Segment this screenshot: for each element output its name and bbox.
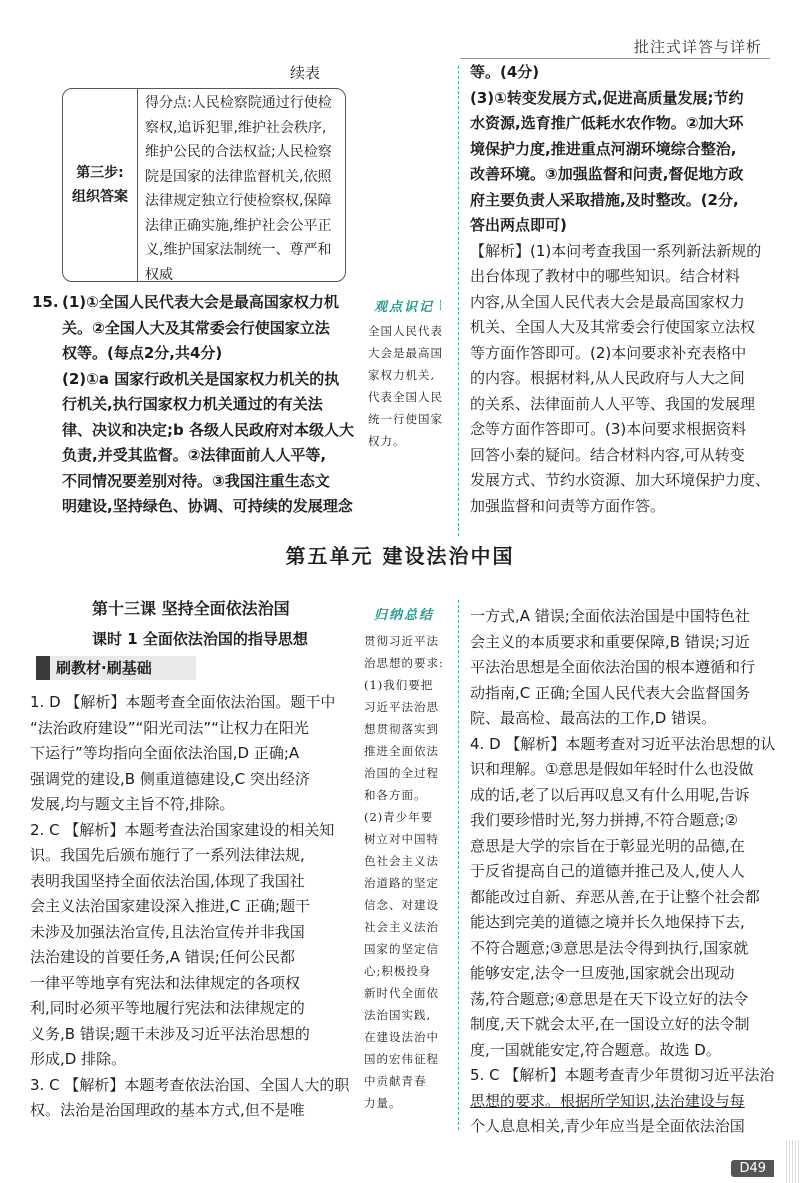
note-title: 归纳总结 <box>374 608 435 623</box>
cell-line: 法律规定独立行使检察权,保障 <box>145 193 332 209</box>
right-top-text <box>470 60 780 519</box>
header-rule <box>460 58 770 59</box>
text-line: 未涉及加强法治宣传,且法治宣传并非我国 <box>30 922 305 941</box>
text-line: 3. C 【解析】本题考查依法治国、全国人大的职 <box>30 1075 350 1094</box>
note-line: 心;积极投身 <box>364 964 432 978</box>
note-title: 观点识记 <box>374 300 435 315</box>
answer-line: 行机关,执行国家权力机关通过的有关法 <box>62 395 323 413</box>
cell-line: 维护公民的合法权益;人民检察 <box>145 144 332 160</box>
cell-line: 察权,追诉犯罪,维护社会秩序, <box>145 119 327 136</box>
answer-step-table <box>62 88 346 282</box>
question-number: 15. <box>32 293 59 311</box>
note-line: 治国的全过程 <box>364 766 439 780</box>
note-line: 色社会主义法 <box>364 854 439 868</box>
row-head-line: 第三步: <box>76 165 124 181</box>
cell-line: 权威 <box>145 266 173 283</box>
side-note-2 <box>364 630 452 1114</box>
note-line: 治道路的坚定 <box>364 876 439 890</box>
note-line: 想贯彻落实到 <box>364 722 439 736</box>
text-line: 加强监督和问责等方面作答。 <box>470 496 666 515</box>
text-line: 不符合题意;③意思是法令得到执行,国家就 <box>470 938 749 957</box>
text-line: 表明我国坚持全面依法治国,体现了我国社 <box>30 871 305 890</box>
text-line: 都能改过自新、弃恶从善,在于让整个社会都 <box>470 887 760 906</box>
row-head-line: 组织答案 <box>72 189 128 205</box>
text-line: 府主要负责人采取措施,及时整改。(2分, <box>470 190 739 209</box>
note-line: 家权力机关, <box>368 368 436 382</box>
answer-line: 明建设,坚持绿色、协调、可持续的发展理念 <box>62 497 353 515</box>
note-line: 习近平法治思 <box>364 700 439 714</box>
text-line: 出台体现了教材中的哪些知识。结合材料 <box>470 267 741 285</box>
cell-line: 义,维护国家法制统一、尊严和 <box>145 242 332 258</box>
text-line: 内容,从全国人民代表大会是最高国家权力 <box>470 292 745 311</box>
text-line: 的内容。根据材料,从人民政府与人大之间 <box>470 369 745 387</box>
text-line: 荡,符合题意;④意思是在天下设立好的法令 <box>470 989 749 1008</box>
table-continued-label: 续表 <box>290 64 321 82</box>
right-bottom-text <box>470 604 782 1140</box>
answer-line: (2)①a 国家行政机关是国家权力机关的执 <box>62 369 340 388</box>
text-line: 回答小秦的疑问。结合材料内容,可从转变 <box>470 445 745 464</box>
q15-answer <box>62 290 362 520</box>
note-line: 中贡献青春 <box>364 1074 427 1088</box>
text-line: 强调党的建设,B 侧重道德建设,C 突出经济 <box>30 769 310 788</box>
text-line: 度,一国就能安定,符合题意。故选 D。 <box>470 1040 721 1059</box>
answer-line: 律、决议和决定;b 各级人民政府对本级人大 <box>62 420 354 439</box>
answer-line: 关。②全国人大及其常委会行使国家立法 <box>62 318 330 337</box>
text-line: 我们要珍惜时光,努力拼搏,不符合题意;② <box>470 811 739 829</box>
answer-line: (1)①全国人民代表大会是最高国家权力机 <box>62 293 339 311</box>
text-line: 等方面作答即可。(2)本问要求补充表格中 <box>470 343 747 362</box>
note-line: 全国人民代表 <box>368 324 443 338</box>
text-line: 4. D 【解析】本题考查对习近平法治思想的认 <box>470 734 776 753</box>
text-line: 1. D 【解析】本题考查全面依法治国。题干中 <box>30 693 336 711</box>
text-line: 利,同时必须平等地履行宪法和法律规定的 <box>30 999 305 1017</box>
note-line: 推进全面依法 <box>364 744 439 758</box>
table-row-head <box>63 89 138 281</box>
text-line: 识。我国先后颁布施行了一系列法律法规, <box>30 846 305 864</box>
note-line: 和各方面。 <box>364 788 427 802</box>
text-line: 意思是大学的宗旨在于彰显光明的品德,在 <box>470 836 745 855</box>
note-line: 树立对中国特 <box>364 832 439 846</box>
table-cell-content <box>145 91 339 287</box>
text-line: 一律平等地享有宪法和法律规定的各项权 <box>30 973 301 992</box>
note-line: (1)我们要把 <box>364 678 434 692</box>
text-line: 制度,天下就会太平,在一国设立好的法令制 <box>470 1015 750 1033</box>
note-connector <box>440 300 441 310</box>
text-line: 识和理解。①意思是假如年轻时什么也没做 <box>470 760 754 778</box>
answer-line: 权等。(每点2分,共4分) <box>62 344 223 362</box>
text-line: 5. C 【解析】本题考查青少年贯彻习近平法治 <box>470 1066 775 1084</box>
cell-line: 院是国家的法律监督机关,依照 <box>145 168 332 185</box>
note-line: 新时代全面依 <box>364 986 439 1000</box>
text-line: “法治政府建设”“阳光司法”“让权力在阳光 <box>30 718 309 737</box>
text-line: 能够安定,法令一旦废弛,国家就会出现动 <box>470 964 735 982</box>
note-line: 法治国实践, <box>364 1008 432 1022</box>
text-line: 个人息息相关,青少年应当是全面依法治国 <box>470 1117 745 1135</box>
left-bottom-text <box>30 690 360 1124</box>
text-line: 院、最高检、最高法的工作,D 错误。 <box>470 709 717 727</box>
text-line: 权。法治是治国理政的基本方式,但不是唯 <box>30 1101 305 1119</box>
text-line: 等。(4分) <box>470 63 540 81</box>
text-line: 会主义法治国家建设深入推进,C 正确;题干 <box>30 897 311 915</box>
text-line: 成的话,老了以后再叹息又有什么用呢,告诉 <box>470 785 750 804</box>
text-line: 2. C 【解析】本题考查法治国家建设的相关知 <box>30 820 335 839</box>
unit-title: 第五单元 建设法治中国 <box>285 544 515 568</box>
note-line: 大会是最高国 <box>368 346 443 360</box>
text-line: 发展,均与题文主旨不符,排除。 <box>30 795 235 813</box>
note-line: 权力。 <box>368 434 406 448</box>
note-line: 治思想的要求: <box>364 656 444 670</box>
running-header: 批注式详答与详析 <box>633 38 762 56</box>
lesson-title: 第十三课 坚持全面依法治国 <box>92 599 290 618</box>
text-line: 的关系、法律面前人人平等、我国的发展理 <box>470 394 756 413</box>
note-line: 代表全国人民 <box>368 390 443 404</box>
note-line: 力量。 <box>364 1096 402 1110</box>
text-line: 于反省提高自己的道德并推己及人,使人人 <box>470 862 745 880</box>
note-line: 国家的坚定信 <box>364 942 439 956</box>
text-line: 形成,D 排除。 <box>30 1050 127 1068</box>
text-line: 动指南,C 正确;全国人民代表大会监督国务 <box>470 683 751 702</box>
note-line: (2)青少年要 <box>364 810 434 824</box>
text-line: 能达到完美的道德之境并长久地保持下去, <box>470 913 745 931</box>
column-divider <box>458 66 459 536</box>
text-line: 会主义的本质要求和重要保障,B 错误;习近 <box>470 632 750 651</box>
cell-line: 得分点:人民检察院通过行使检 <box>145 95 332 111</box>
section-banner: 刷教材·刷基础 <box>36 656 196 680</box>
text-line: 法治建设的首要任务,A 错误;任何公民都 <box>30 948 295 966</box>
text-line: 思想的要求。根据所学知识,法治建设与每 <box>470 1091 745 1110</box>
text-line: 机关、全国人大及其常委会行使国家立法权 <box>470 318 756 336</box>
answer-line: 不同情况要差别对待。③我国注重生态文 <box>62 471 330 490</box>
side-note-1 <box>368 320 452 452</box>
page-edge-decoration <box>786 1140 800 1183</box>
period-title: 课时 1 全面依法治国的指导思想 <box>92 630 308 648</box>
page-number: D49 <box>731 1160 774 1177</box>
note-line: 国的宏伟征程 <box>364 1052 439 1066</box>
answer-line: 负责,并受其监督。②法律面前人人平等, <box>62 446 327 464</box>
note-line: 贯彻习近平法 <box>364 634 439 648</box>
text-line: 境保护力度,推进重点河湖环境综合整治, <box>470 139 737 158</box>
text-line: 义务,B 错误;题干未涉及习近平法治思想的 <box>30 1024 310 1043</box>
note-line: 社会主义法治 <box>364 920 439 934</box>
text-line: 水资源,选育推广低耗水农作物。②加大环 <box>470 114 744 132</box>
text-line: 念等方面作答即可。(3)本问要求根据资料 <box>470 420 747 438</box>
text-line: 改善环境。③加强监督和问责,督促地方政 <box>470 165 744 183</box>
text-line: 一方式,A 错误;全面依法治国是中国特色社 <box>470 607 750 625</box>
cell-line: 法律正确实施,维护社会公平正 <box>145 217 332 234</box>
note-line: 信念、对建设 <box>364 898 439 912</box>
text-line: 下运行”等均指向全面依法治国,D 正确;A <box>30 744 300 762</box>
text-line: (3)①转变发展方式,促进高质量发展;节约 <box>470 88 744 107</box>
note-line: 统一行使国家 <box>368 412 443 426</box>
note-line: 在建设法治中 <box>364 1030 439 1044</box>
text-line: 平法治思想是全面依法治国的根本遵循和行 <box>470 658 756 676</box>
text-line: 发展方式、节约水资源、加大环境保护力度、 <box>470 471 771 489</box>
text-line: 答出两点即可) <box>470 216 567 234</box>
column-divider <box>458 600 459 1130</box>
text-line: 【解析】(1)本问考查我国一系列新法新规的 <box>470 241 762 260</box>
